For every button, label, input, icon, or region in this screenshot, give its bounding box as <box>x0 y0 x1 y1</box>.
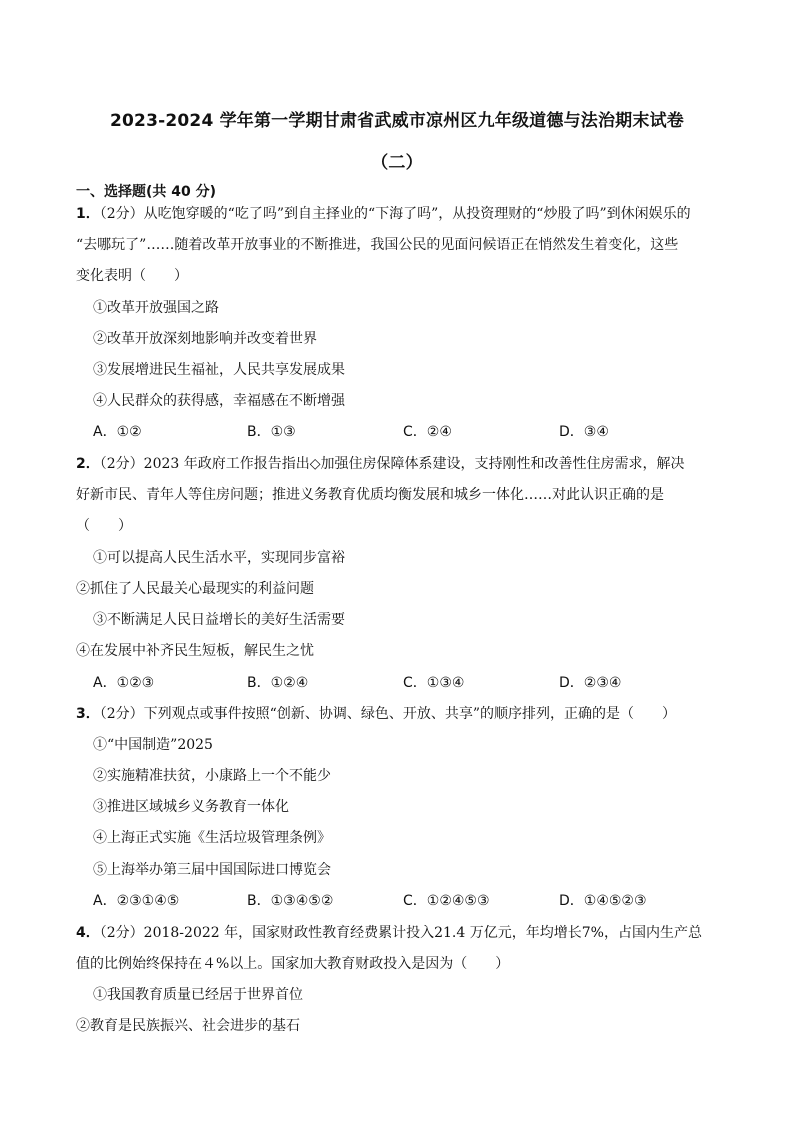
question-score: （2分） <box>99 925 144 941</box>
option-b[interactable]: B．①③ <box>247 424 296 440</box>
option-b[interactable]: B．①③④⑤② <box>247 893 334 909</box>
question-3-item-2: ②实施精准扶贫，小康路上一个不能少 <box>93 768 331 784</box>
option-d[interactable]: D．①④⑤②③ <box>559 893 647 909</box>
question-1-item-4: ④人民群众的获得感，幸福感在不断增强 <box>93 393 345 409</box>
question-score: （2分） <box>99 456 144 472</box>
question-2-stem-line-2: 好新市民、青年人等住房问题；推进义务教育优质均衡发展和城乡一体化……对此认识正确的是 <box>76 487 664 503</box>
question-1-item-1: ①改革开放强国之路 <box>93 300 219 316</box>
question-2-options <box>93 674 693 694</box>
question-stem-text: 2023 年政府工作报告指出◇加强住房保障体系建设，支持刚性和改善性住房需求，解决 <box>143 456 685 472</box>
question-2-item-4: ④在发展中补齐民生短板，解民生之忧 <box>76 643 314 659</box>
question-number: 3． <box>76 706 100 722</box>
option-d[interactable]: D．③④ <box>559 424 609 440</box>
option-a[interactable]: A．①②③ <box>93 675 155 691</box>
question-number: 2． <box>76 456 100 472</box>
question-2-stem-line-1 <box>76 455 685 473</box>
question-stem-text: 2018-2022 年，国家财政性教育经费累计投入21.4 万亿元，年均增长7%，占国内生产总 <box>143 925 702 941</box>
question-3-item-4: ④上海正式实施《生活垃圾管理条例》 <box>93 830 331 846</box>
question-4-stem-line-1 <box>76 924 702 942</box>
question-1-options <box>93 423 693 443</box>
question-score: （2分） <box>99 206 144 222</box>
question-3-options <box>93 892 693 912</box>
question-1-item-2: ②改革开放深刻地影响并改变着世界 <box>93 331 317 347</box>
question-1-stem-line-1 <box>76 205 691 223</box>
question-2-item-1: ①可以提高人民生活水平，实现同步富裕 <box>93 550 345 566</box>
question-4-item-1: ①我国教育质量已经居于世界首位 <box>93 987 303 1003</box>
question-number: 1． <box>76 206 100 222</box>
option-c[interactable]: C．①②④⑤③ <box>403 893 490 909</box>
question-score: （2分） <box>99 706 144 722</box>
document-title: 2023-2024 学年第一学期甘肃省武威市凉州区九年级道德与法治期末试卷 <box>109 111 684 131</box>
option-a[interactable]: A．①② <box>93 424 142 440</box>
document-title-suffix: （二） <box>371 153 423 173</box>
question-2-item-2: ②抓住了人民最关心最现实的利益问题 <box>76 581 314 597</box>
question-4-item-2: ②教育是民族振兴、社会进步的基石 <box>76 1018 300 1034</box>
question-number: 4． <box>76 925 100 941</box>
question-3-item-1: ①“中国制造”2025 <box>93 737 213 753</box>
option-b[interactable]: B．①②④ <box>247 675 309 691</box>
option-c[interactable]: C．②④ <box>403 424 452 440</box>
question-stem-text: 从吃饱穿暖的“吃了吗”到自主择业的“下海了吗”，从投资理财的“炒股了吗”到休闲娱乐的 <box>143 206 691 222</box>
question-3-item-3: ③推进区域城乡义务教育一体化 <box>93 799 289 815</box>
question-1-stem-line-3: 变化表明（ ） <box>76 268 188 284</box>
question-3-item-5: ⑤上海举办第三届中国国际进口博览会 <box>93 862 331 878</box>
option-a[interactable]: A．②③①④⑤ <box>93 893 180 909</box>
question-3-stem-line-1 <box>76 705 676 723</box>
question-4-stem-line-2: 值的比例始终保持在４%以上。国家加大教育财政投入是因为（ ） <box>76 956 510 972</box>
question-2-stem-line-3: （ ） <box>76 518 132 534</box>
option-c[interactable]: C．①③④ <box>403 675 465 691</box>
question-1-item-3: ③发展增进民生福祉，人民共享发展成果 <box>93 362 345 378</box>
option-d[interactable]: D．②③④ <box>559 675 622 691</box>
question-2-item-3: ③不断满足人民日益增长的美好生活需要 <box>93 612 345 628</box>
question-1-stem-line-2: “去哪玩了”……随着改革开放事业的不断推进，我国公民的见面问候语正在悄然发生着变化，这些 <box>76 237 679 253</box>
section-heading: 一、选择题(共 40 分) <box>76 184 217 200</box>
question-stem-text: 下列观点或事件按照“创新、协调、绿色、开放、共享”的顺序排列，正确的是（ ） <box>143 706 676 722</box>
